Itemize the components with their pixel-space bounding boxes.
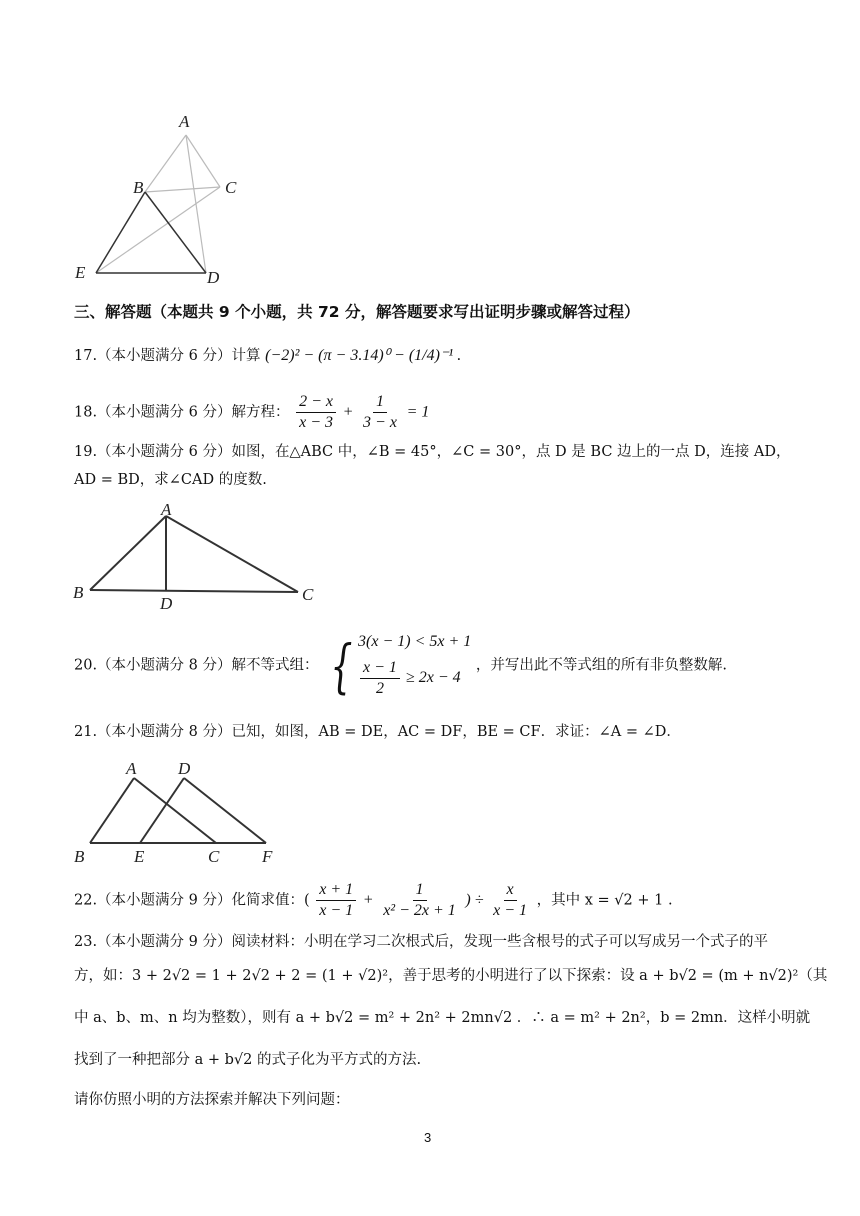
label-D: D: [160, 594, 173, 610]
label-B: B: [73, 583, 84, 602]
question-23-line-2: 方，如：3 + 2√2 = 1 + 2√2 + 2 = (1 + √2)²，善于思考的小明进行了以下探索：设 a + b√2 = (m + n√2)²（其: [74, 968, 828, 984]
question-21: 21.（本小题满分 8 分）已知，如图，AB = DE，AC = DF，BE = CF．求证：∠A = ∠D．: [74, 724, 681, 740]
label-B: B: [74, 847, 85, 866]
q22-fraction-3: $\frac{x}{x - 1}$: [493, 881, 528, 919]
q22-fraction-2: $\frac{1}{\text{x² − 2x + 1}}$: [383, 881, 456, 919]
figure-q21-triangles: [70, 756, 290, 866]
question-17: [74, 346, 461, 366]
figure-top-triangles: [60, 105, 280, 290]
label-B: B: [133, 178, 144, 197]
question-20: [74, 632, 727, 699]
label-A: A: [161, 500, 172, 519]
q22-prefix: 22.（本小题满分 9 分）化简求值：(: [74, 892, 310, 909]
q22-fraction-1: $\frac{x + 1}{x - 1}$: [316, 880, 356, 921]
q22-suffix: ，其中 x = √2 + 1 .: [536, 892, 673, 909]
page-number: 3: [424, 1130, 432, 1145]
q18-prefix: 18.（本小题满分 6 分）解方程：: [74, 404, 290, 421]
question-19-line-1: 19.（本小题满分 6 分）如图，在△ABC 中，∠B = 45°，∠C = 30°，点 D 是 BC 边上的一点 D，连接 AD，: [74, 444, 791, 460]
q17-prefix: 17.（本小题满分 6 分）计算: [74, 348, 261, 364]
label-E: E: [75, 263, 86, 282]
question-22: 22.（本小题满分 9 分）化简求值：( $\frac{x + 1}{x - 1}$ + $\frac{1}{\text{x² − 2x + 1}}$ ) ÷ $\frac{x}{x - 1}$ ，其中 x = √2 + 1 .: [74, 881, 673, 919]
label-F: F: [262, 847, 273, 866]
section-title: 三、解答题（本题共 9 个小题，共 72 分，解答题要求写出证明步骤或解答过程）: [74, 303, 640, 321]
q18-fraction-2: $\frac{1}{3 - x}$: [363, 393, 397, 431]
q20-prefix: 20.（本小题满分 8 分）解不等式组：: [74, 657, 319, 674]
q18-fraction-1: $\frac{2 - x}{x - 3}$: [296, 392, 336, 433]
label-C: C: [302, 585, 314, 604]
q20-inequality-system: { 3(x − 1) < 5x + 1 $\frac{x - 1}{2}$ ≥ 2x − 4: [330, 631, 472, 700]
label-E: E: [134, 847, 145, 866]
label-D: D: [207, 268, 220, 287]
label-A: A: [126, 759, 137, 778]
label-C: C: [208, 847, 220, 866]
question-23-line-5: 请你仿照小明的方法探索并解决下列问题：: [74, 1092, 350, 1108]
question-19-line-2: AD = BD，求∠CAD 的度数.: [74, 472, 267, 488]
question-23-line-1: 23.（本小题满分 9 分）阅读材料：小明在学习二次根式后，发现一些含根号的式子可以写成另一个式子的平: [74, 934, 768, 950]
question-23-line-4: 找到了一种把部分 a + b√2 的式子化为平方式的方法.: [74, 1052, 422, 1068]
label-D: D: [178, 759, 191, 778]
q20-suffix: ，并写出此不等式组的所有非负整数解.: [475, 657, 727, 674]
question-23-line-3: 中 a、b、m、n 均为整数），则有 a + b√2 = m² + 2n² + 2mn√2 ．∴ a = m² + 2n²，b = 2mn．这样小明就: [74, 1010, 811, 1026]
q17-expression: (−2)² − (π − 3.14)⁰ − (1/4)⁻¹ .: [265, 347, 462, 364]
question-18: 18.（本小题满分 6 分）解方程： $\frac{2 - x}{x - 3}$ + $\frac{1}{3 - x}$ = 1: [74, 393, 430, 431]
figure-q19-triangle: [68, 500, 328, 610]
label-A: A: [179, 112, 190, 131]
label-C: C: [225, 178, 237, 197]
